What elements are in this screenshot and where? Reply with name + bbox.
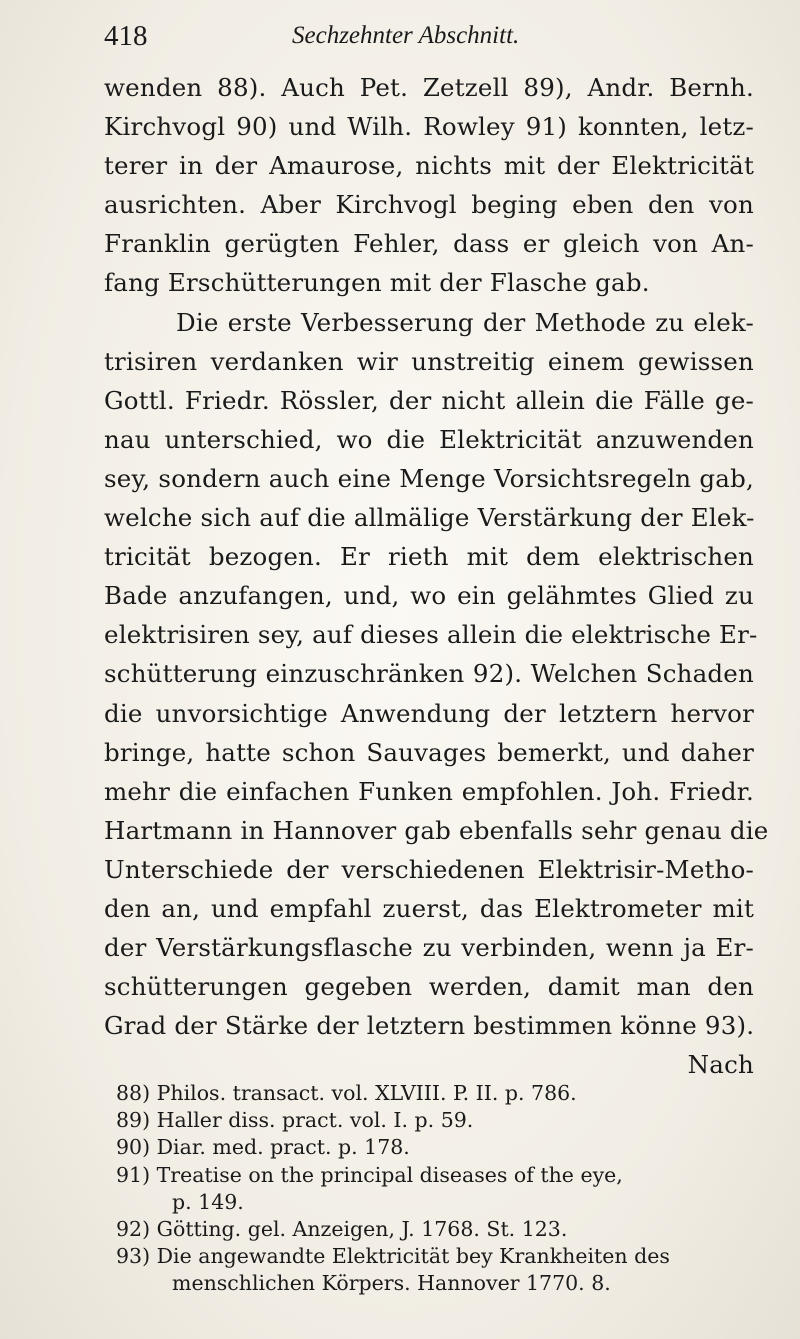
- text-line: der Verstärkungsflasche zu verbinden, wenn ja Er-: [104, 933, 754, 963]
- text-line: bringe, hatte schon Sauvages bemerkt, und daher: [104, 737, 754, 767]
- text-line: welche sich auf die allmälige Verstärkung der Elek-: [104, 503, 755, 533]
- text-line: elektrisiren sey, auf dieses allein die elektrische Er-: [104, 620, 758, 650]
- text-line: tricität bezogen. Er rieth mit dem elektrischen: [104, 542, 754, 572]
- text-line: schütterungen gegeben werden, damit man den: [104, 972, 754, 1002]
- text-line: fang Erschütterungen mit der Flasche gab.: [104, 268, 650, 298]
- text-line: ausrichten. Aber Kirchvogl beging eben den von: [104, 190, 754, 220]
- text-line: mehr die einfachen Funken empfohlen. Joh. Friedr.: [104, 776, 754, 806]
- text-line: den an, und empfahl zuerst, das Elektrometer mit: [104, 893, 754, 923]
- text-line: wenden 88). Auch Pet. Zetzell 89), Andr. Bernh.: [104, 73, 754, 102]
- text-line: Hartmann in Hannover gab ebenfalls sehr genau die: [104, 815, 769, 845]
- text-line: Gottl. Friedr. Rössler, der nicht allein die Fälle ge-: [104, 385, 754, 415]
- text-line: Bade anzufangen, und, wo ein gelähmtes Glied zu: [104, 581, 754, 611]
- footnotes: [116, 1080, 756, 1298]
- page-header: [104, 20, 764, 60]
- text-line: sey, sondern auch eine Menge Vorsichtsregeln gab,: [104, 463, 754, 493]
- footnote: 89) Haller diss. pract. vol. I. p. 59.: [116, 1108, 474, 1133]
- footnote: 90) Diar. med. pract. p. 178.: [116, 1135, 410, 1160]
- text-line: Unterschiede der verschiedenen Elektrisir-Metho-: [104, 854, 754, 884]
- footnote: 93) Die angewandte Elektricität bey Krankheiten des: [116, 1244, 670, 1269]
- footnote: 88) Philos. transact. vol. XLVIII. P. II. p. 786.: [116, 1081, 577, 1105]
- footnote-continuation: menschlichen Körpers. Hannover 1770. 8.: [172, 1271, 611, 1296]
- text-line: terer in der Amaurose, nichts mit der Elektricität: [104, 151, 754, 181]
- footnote: 91) Treatise on the principal diseases of the eye,: [116, 1162, 623, 1187]
- text-line: schütterung einzuschränken 92). Welchen Schaden: [104, 659, 754, 689]
- footnote: 92) Götting. gel. Anzeigen, J. 1768. St. 123.: [116, 1216, 568, 1241]
- text-line: trisiren verdanken wir unstreitig einem gewissen: [104, 346, 754, 376]
- text-line-paragraph-start: Die erste Verbesserung der Methode zu elek-: [176, 307, 754, 337]
- text-line: die unvorsichtige Anwendung der letztern hervor: [104, 698, 754, 728]
- page-number: 418: [104, 20, 148, 52]
- text-line: Grad der Stärke der letztern bestimmen könne 93).: [104, 1011, 755, 1041]
- text-line: Kirchvogl 90) und Wilh. Rowley 91) konnten, letz-: [104, 112, 754, 142]
- text-line: Franklin gerügten Fehler, dass er gleich von An-: [104, 229, 754, 259]
- body-text: [104, 68, 769, 1084]
- catchword: Nach: [687, 1050, 754, 1080]
- running-head: Sechzehnter Abschnitt.: [292, 22, 520, 49]
- footnote-continuation: p. 149.: [172, 1189, 244, 1214]
- text-line: nau unterschied, wo die Elektricität anzuwenden: [104, 424, 754, 454]
